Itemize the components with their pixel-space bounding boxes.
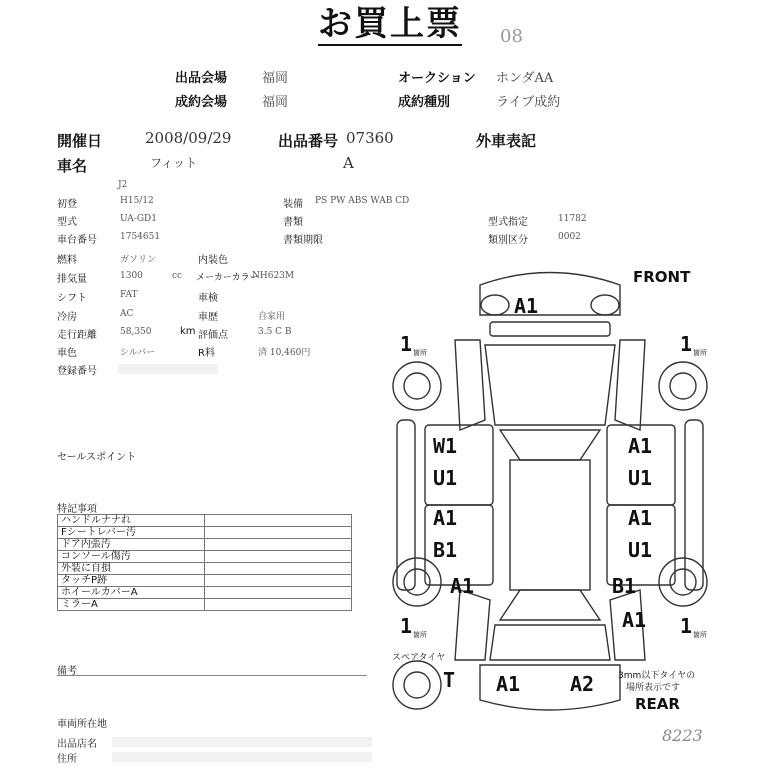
headlight-right — [591, 295, 619, 315]
shift-value: FAT — [120, 290, 138, 300]
damage-right-front-door-2: U1 — [628, 466, 653, 490]
contract-venue-value: 福岡 — [262, 95, 289, 110]
damage-right-rear-door-2: U1 — [628, 538, 653, 562]
remarks-divider — [57, 675, 367, 676]
note-cell-empty — [205, 551, 352, 563]
displacement-unit: cc — [172, 271, 183, 281]
table-row — [58, 551, 352, 563]
note-cell: ハンドルナナれ — [58, 515, 205, 527]
displacement-label: 排気量 — [57, 274, 87, 285]
note-cell-empty — [205, 563, 352, 575]
title-note: 08 — [500, 26, 523, 47]
tire-rl-unit: 箇所 — [413, 631, 427, 639]
tire-front-right-hub — [670, 373, 696, 399]
windshield-outline — [500, 430, 600, 460]
contract-venue-label: 成約会場 — [175, 95, 228, 110]
tire-front-left-hub — [404, 373, 430, 399]
contract-type-value: ライブ成約 — [496, 95, 561, 110]
tire-rr-unit: 箇所 — [693, 631, 707, 639]
table-row — [58, 599, 352, 611]
note-cell: ドア内張汚 — [58, 539, 205, 551]
type-label: 型式 — [57, 217, 77, 228]
note-cell-empty — [205, 599, 352, 611]
address-label: 住所 — [57, 754, 77, 765]
tire-fl-count: 1 — [400, 332, 413, 356]
note-cell: タッチP跡 — [58, 575, 205, 587]
tire-fr-count: 1 — [680, 332, 693, 356]
note-cell-empty — [205, 587, 352, 599]
table-row — [58, 515, 352, 527]
spare-tire — [393, 661, 441, 709]
chassis-label: 車台番号 — [57, 235, 97, 246]
color-label: 車色 — [57, 348, 77, 359]
left-front-fender — [455, 340, 485, 430]
score-value: 3.5 C B — [258, 327, 292, 337]
model-value: フィット — [150, 156, 198, 170]
reg-no-redacted — [118, 364, 218, 374]
tire-front-right — [659, 362, 707, 410]
notes-table — [57, 514, 352, 611]
history-label: 車歴 — [198, 312, 218, 323]
type-cert-value: 11782 — [558, 214, 587, 224]
chassis-value: 1754651 — [120, 232, 161, 242]
location-label: 車両所在地 — [57, 719, 107, 730]
tire-rear-right-hub — [670, 569, 696, 595]
maker-color-label: メーカーカラー — [196, 273, 259, 283]
first-reg-label: 初登 — [57, 199, 77, 210]
model-label: 車名 — [57, 157, 88, 175]
hood-outline — [485, 345, 615, 425]
damage-right-rear-fender: B1 — [612, 574, 637, 598]
headlight-left — [481, 295, 509, 315]
fuel-label: 燃料 — [57, 255, 77, 266]
inspection-label: 車検 — [198, 293, 218, 304]
damage-rear-bumper-right: A2 — [570, 672, 595, 696]
rear-label: REAR — [635, 695, 680, 713]
tire-fr-unit: 箇所 — [693, 349, 707, 357]
lot-value: 07360 — [346, 129, 394, 147]
recycle-value: 済 10,460円 — [258, 348, 311, 358]
tire-rear-right — [659, 558, 707, 606]
tire-note-2: 場所表示です — [626, 683, 681, 693]
damage-left-rear-door: A1 — [433, 506, 458, 530]
mileage-label: 走行距離 — [57, 330, 97, 341]
table-row — [58, 587, 352, 599]
grille-outline — [490, 322, 610, 336]
spare-label: スペアタイヤ — [392, 653, 446, 663]
table-row — [58, 527, 352, 539]
contract-type-label: 成約種別 — [398, 95, 451, 110]
left-rear-fender — [455, 590, 490, 660]
damage-right-front-door: A1 — [628, 434, 653, 458]
date-label: 開催日 — [57, 132, 103, 150]
note-cell-empty — [205, 539, 352, 551]
auction-value: ホンダAA — [496, 71, 554, 86]
notes-title: 特記事項 — [57, 504, 97, 515]
equip-value: PS PW ABS WAB CD — [315, 196, 410, 206]
table-row — [58, 539, 352, 551]
corner-note: 8223 — [662, 726, 703, 745]
roof-outline — [510, 460, 590, 590]
damage-left-rear-door-2: B1 — [433, 538, 458, 562]
note-cell: 外装に自損 — [58, 563, 205, 575]
damage-front-bumper: A1 — [514, 294, 539, 318]
note-cell-empty — [205, 515, 352, 527]
grade-value: A — [343, 154, 354, 172]
interior-label: 内装色 — [198, 255, 228, 266]
front-bumper-outline — [480, 273, 620, 316]
spare-code: T — [443, 668, 456, 692]
venue-label: 出品会場 — [175, 71, 228, 86]
type-cert-label: 型式指定 — [488, 217, 528, 228]
displacement-value: 1300 — [120, 271, 143, 281]
damage-left-front-door-2: U1 — [433, 466, 458, 490]
venue-value: 福岡 — [262, 71, 289, 86]
damage-left-front-door: W1 — [433, 434, 458, 458]
shift-label: シフト — [57, 293, 87, 304]
class-label: 類別区分 — [488, 235, 528, 246]
trunk-outline — [490, 625, 610, 660]
foreign-label: 外車表記 — [476, 132, 537, 150]
tire-note-1: 3mm以下タイヤの — [618, 671, 696, 681]
damage-right-rear-door: A1 — [628, 506, 653, 530]
page-title: お買上票 — [318, 4, 462, 44]
table-row — [58, 575, 352, 587]
recycle-label: R料 — [198, 348, 215, 359]
note-cell: Fシートレバー汚 — [58, 527, 205, 539]
maker-color-value: NH623M — [252, 271, 295, 281]
rear-window-outline — [500, 590, 600, 620]
tire-rear-left — [393, 558, 441, 606]
color-value: シルバー — [120, 348, 156, 358]
tire-rear-left-hub — [404, 569, 430, 595]
ac-label: 冷房 — [57, 312, 77, 323]
damage-right-rear-quarter: A1 — [622, 608, 647, 632]
table-row — [58, 563, 352, 575]
note-cell: ホイールカバーA — [58, 587, 205, 599]
equip-label: 装備 — [283, 199, 303, 210]
mileage-unit: km — [180, 326, 196, 337]
auction-label: オークション — [398, 71, 476, 86]
date-value: 2008/09/29 — [145, 129, 232, 147]
class-value: 0002 — [558, 232, 581, 242]
address-redacted — [112, 752, 372, 762]
remarks-label: 備考 — [57, 666, 77, 677]
tire-fl-unit: 箇所 — [413, 349, 427, 357]
fuel-value: ガソリン — [120, 255, 157, 265]
score-label: 評価点 — [198, 330, 228, 341]
type-value: UA-GD1 — [120, 214, 157, 224]
tire-front-left — [393, 362, 441, 410]
sales-point-label: セールスポイント — [57, 452, 137, 463]
docs-label: 書類 — [283, 217, 303, 228]
history-value: 自家用 — [258, 312, 286, 322]
front-label: FRONT — [633, 268, 691, 286]
right-front-fender — [615, 340, 645, 430]
note-cell-empty — [205, 527, 352, 539]
note-cell-empty — [205, 575, 352, 587]
store-label: 出品店名 — [57, 739, 97, 750]
ac-value: AC — [120, 309, 134, 319]
spare-tire-hub — [404, 672, 430, 698]
model-code: J2 — [118, 180, 128, 190]
damage-rear-bumper-left: A1 — [496, 672, 521, 696]
first-reg-value: H15/12 — [120, 196, 154, 206]
note-cell: コンソール傷汚 — [58, 551, 205, 563]
docs-expiry-label: 書類期限 — [283, 235, 323, 246]
damage-left-rear-fender: A1 — [450, 574, 475, 598]
note-cell: ミラーA — [58, 599, 205, 611]
tire-rr-count: 1 — [680, 614, 693, 638]
store-redacted — [112, 737, 372, 747]
tire-rl-count: 1 — [400, 614, 413, 638]
mileage-value: 58,350 — [120, 327, 152, 337]
lot-label: 出品番号 — [278, 132, 339, 150]
reg-no-label: 登録番号 — [57, 366, 97, 377]
